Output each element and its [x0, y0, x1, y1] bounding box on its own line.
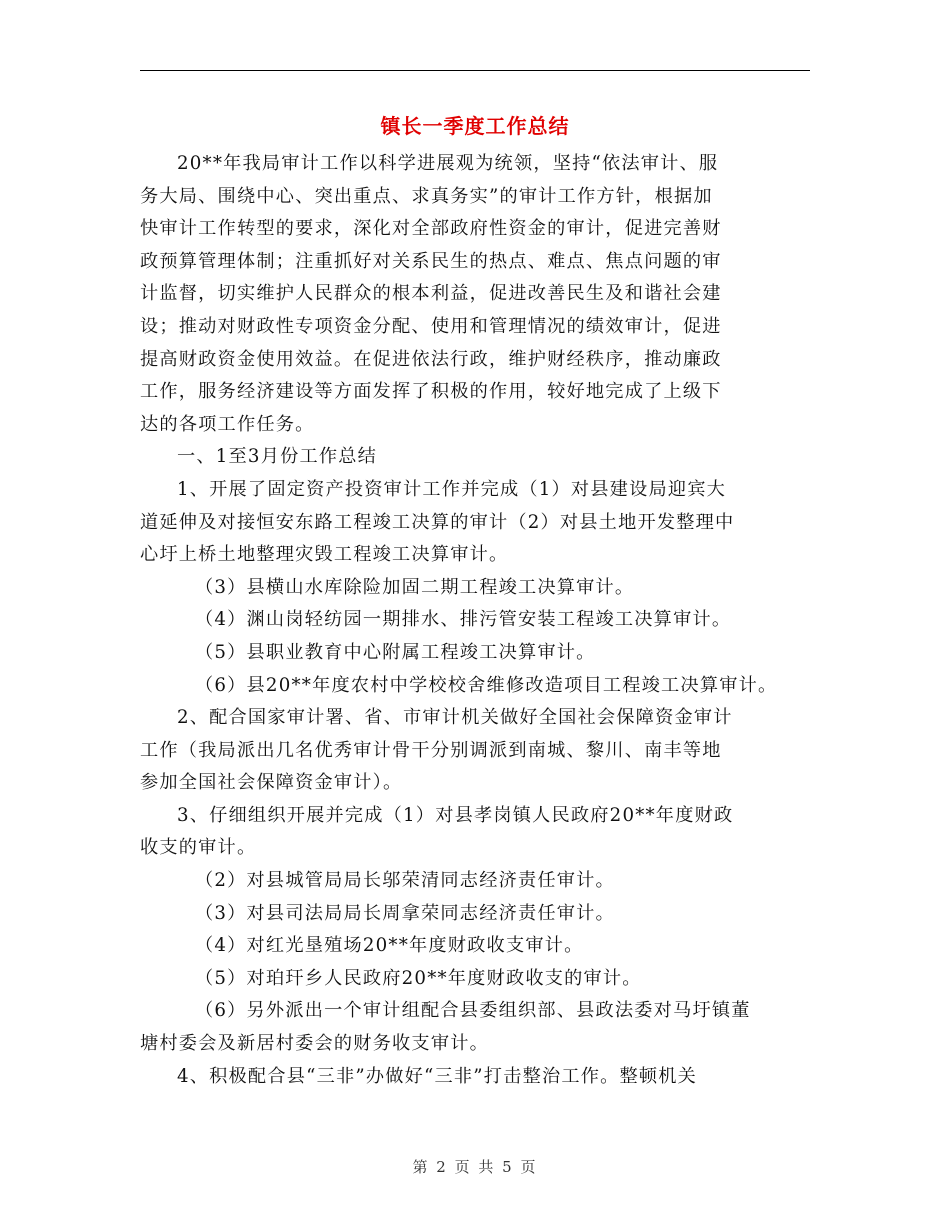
text-line: 计监督，切实维护人民群众的根本利益，促进改善民生及和谐社会建 — [140, 283, 722, 305]
document-title: 镇长一季度工作总结 — [380, 114, 570, 138]
text-line: 设；推动对财政性专项资金分配、使用和管理情况的绩效审计，促进 — [140, 315, 722, 337]
text-line: 心圩上桥土地整理灾毁工程竣工决算审计。 — [140, 544, 509, 566]
text-line: （6）县20**年度农村中学校校舍维修改造项目工程竣工决算审计。 — [195, 674, 778, 696]
text-line: 2、配合国家审计署、省、市审计机关做好全国社会保障资金审计 — [177, 707, 733, 729]
text-line: （5）县职业教育中心附属工程竣工决算审计。 — [195, 641, 596, 663]
text-line: 工作（我局派出几名优秀审计骨干分别调派到南城、黎川、南丰等地 — [140, 739, 722, 761]
text-line: （3）县横山水库除险加固二期工程竣工决算审计。 — [195, 576, 635, 598]
text-line: 提高财政资金使用效益。在促进依法行政，维护财经秩序，推动廉政 — [140, 348, 722, 370]
text-line: 收支的审计。 — [140, 837, 257, 859]
text-line: 道延伸及对接恒安东路工程竣工决算的审计（2）对县土地开发整理中 — [140, 511, 735, 533]
text-line: 4、积极配合县“三非”办做好“三非”打击整治工作。整顿机关 — [177, 1065, 698, 1087]
text-line: （3）对县司法局局长周拿荣同志经济责任审计。 — [195, 902, 615, 924]
text-line: 塘村委会及新居村委会的财务收支审计。 — [140, 1033, 489, 1055]
text-line: （6）另外派出一个审计组配合县委组织部、县政法委对马圩镇董 — [195, 1000, 751, 1022]
text-line: 工作，服务经济建设等方面发挥了积极的作用，较好地完成了上级下 — [140, 381, 722, 403]
text-line: 一、1至3月份工作总结 — [177, 446, 378, 468]
page-footer: 第 2 页 共 5 页 — [412, 1158, 538, 1176]
document-body — [140, 148, 810, 1093]
text-line: 3、仔细组织开展并完成（1）对县孝岗镇人民政府20**年度财政 — [177, 804, 734, 826]
text-line: 20**年我局审计工作以科学进展观为统领，坚持“依法审计、服 — [177, 153, 719, 174]
text-line: 达的各项工作任务。 — [140, 413, 315, 435]
header-rule — [140, 70, 810, 71]
text-line: 1、开展了固定资产投资审计工作并完成（1）对县建设局迎宾大 — [177, 478, 727, 500]
text-line: （4）对红光垦殖场20**年度财政收支审计。 — [195, 935, 584, 957]
text-line: （2）对县城管局局长邬荣清同志经济责任审计。 — [195, 870, 615, 892]
text-line: （4）渊山岗轻纺园一期排水、排污管安装工程竣工决算审计。 — [195, 609, 732, 631]
text-line: （5）对珀玕乡人民政府20**年度财政收支的审计。 — [195, 967, 642, 989]
text-line: 参加全国社会保障资金审计）。 — [140, 772, 403, 794]
text-line: 务大局、围绕中心、突出重点、求真务实”的审计工作方针，根据加 — [140, 185, 713, 207]
text-line: 快审计工作转型的要求，深化对全部政府性资金的审计，促进完善财 — [140, 218, 722, 240]
text-line: 政预算管理体制；注重抓好对关系民生的热点、难点、焦点问题的审 — [140, 250, 722, 272]
